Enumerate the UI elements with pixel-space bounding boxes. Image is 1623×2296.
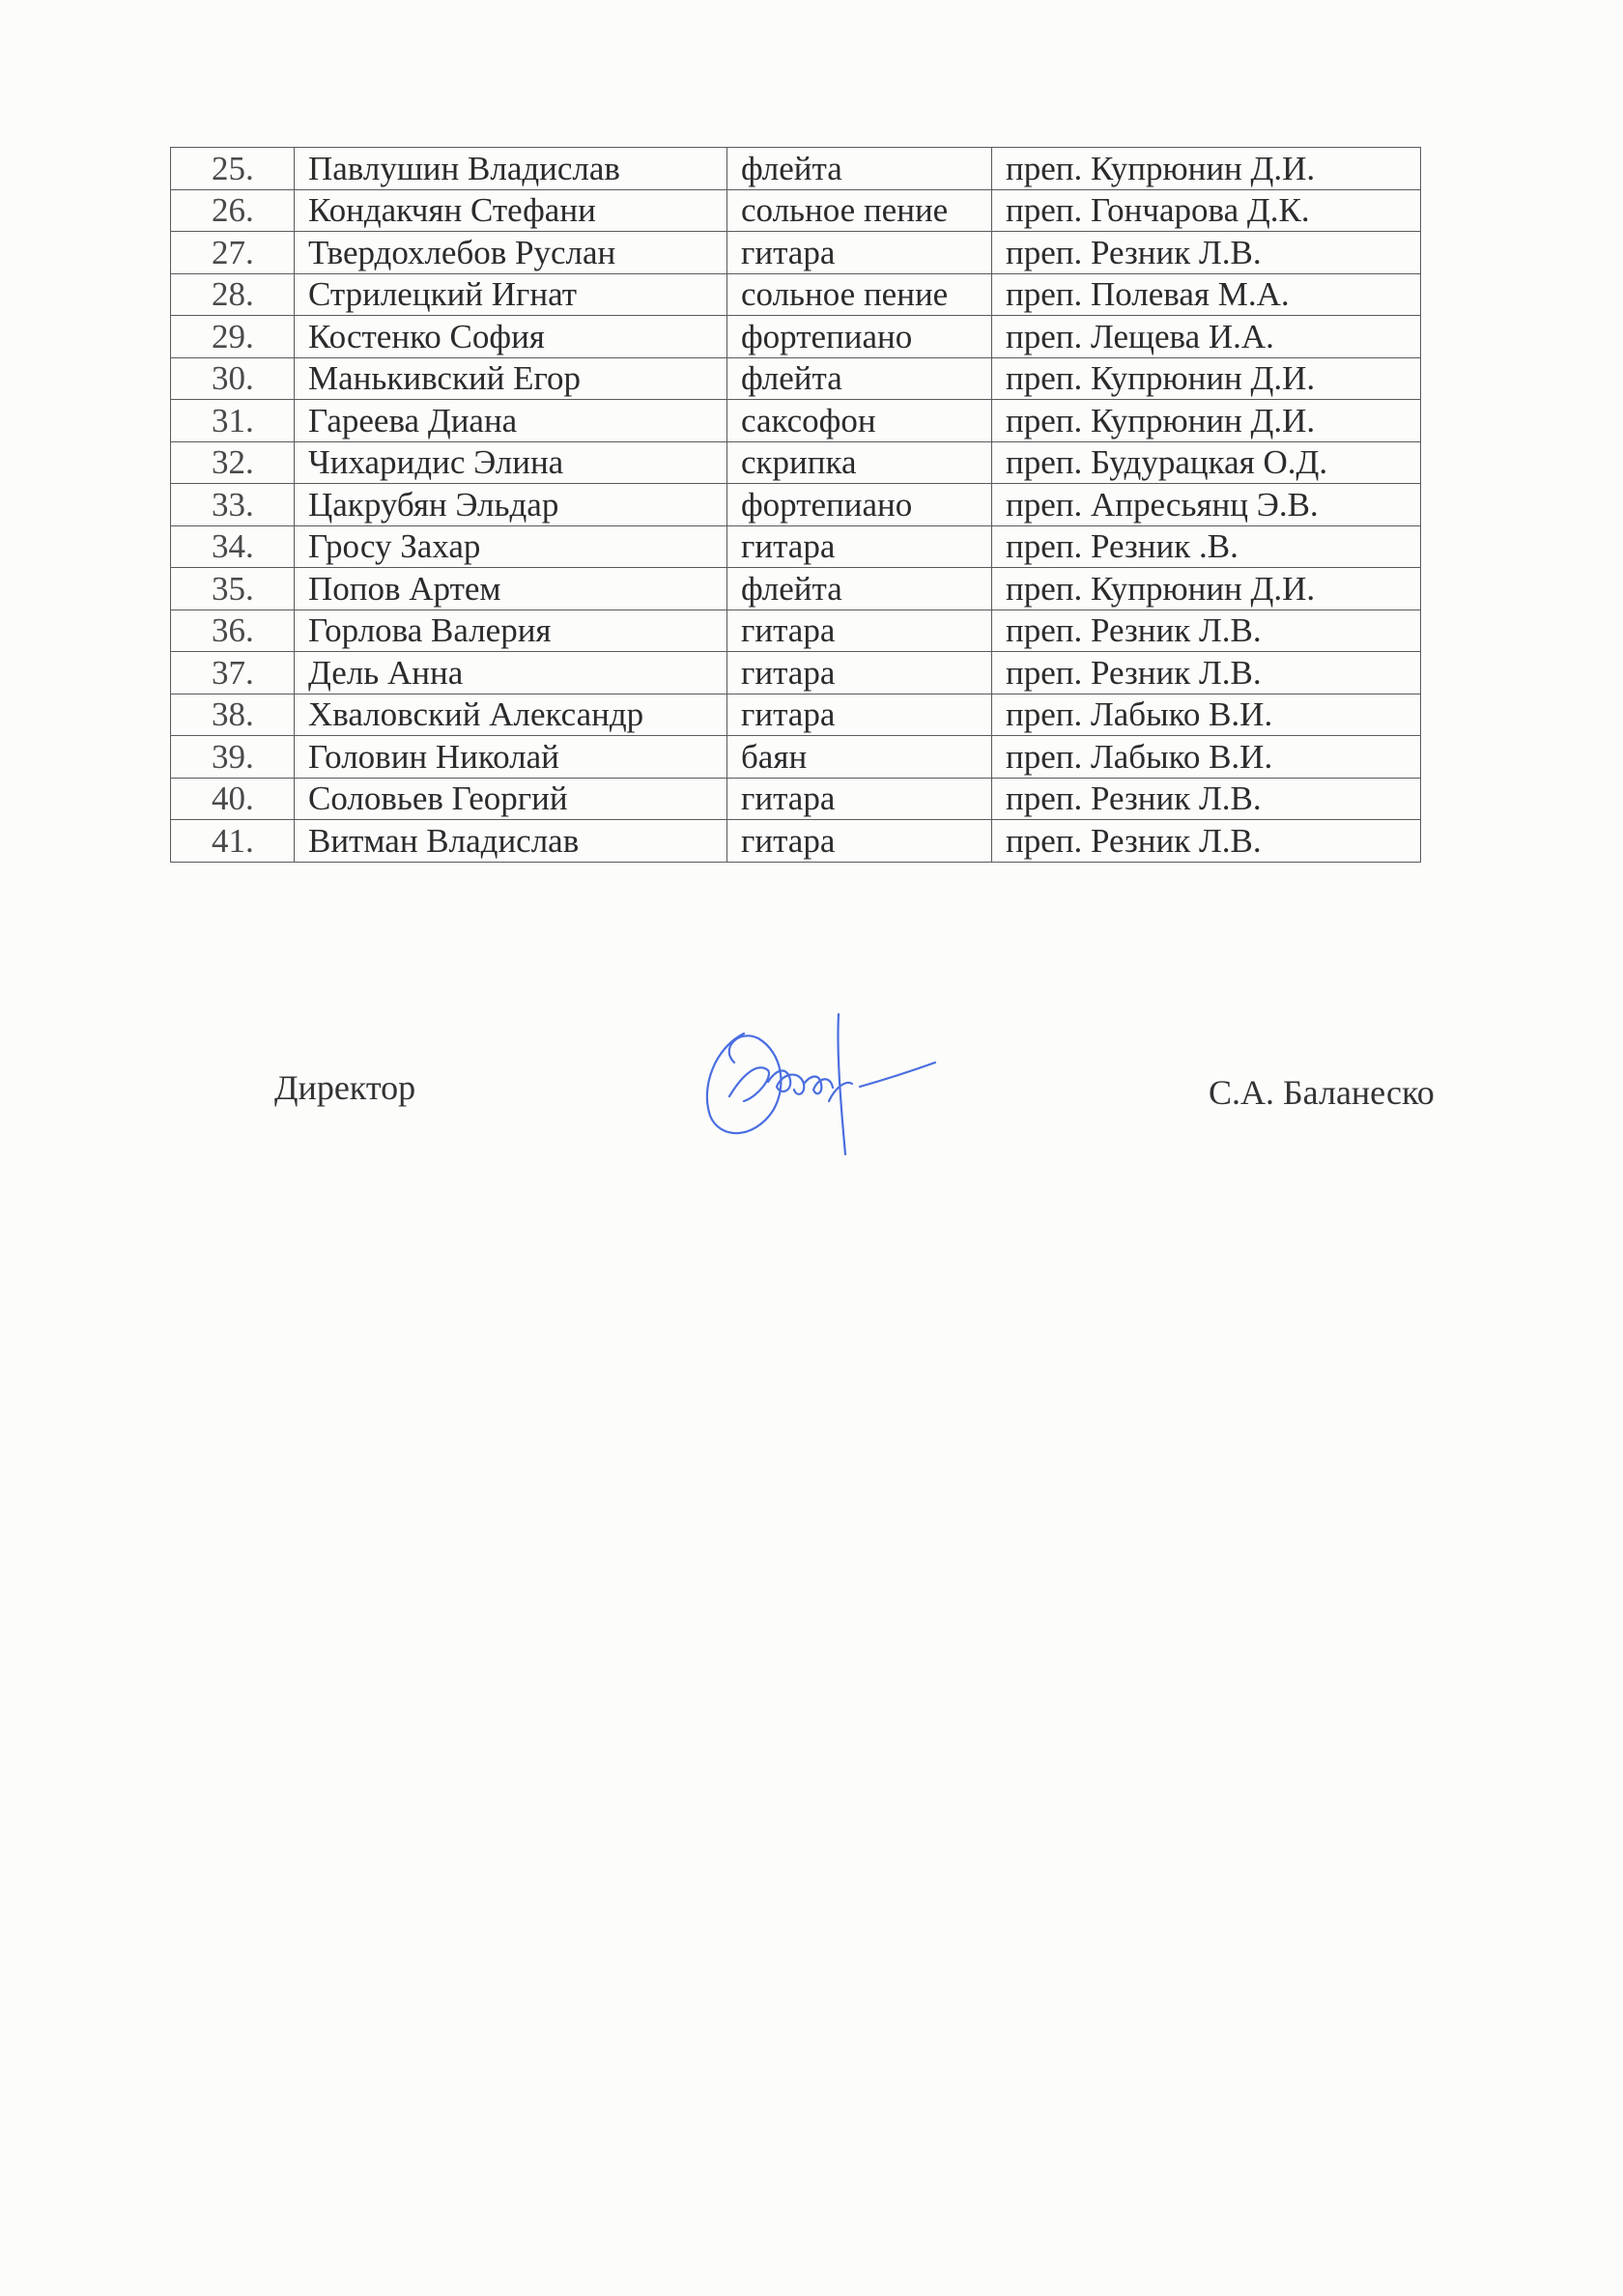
table-row [171, 189, 1421, 232]
instrument: флейта [727, 568, 992, 610]
row-number: 35. [171, 568, 295, 610]
teacher-name: преп. Купрюнин Д.И. [992, 357, 1421, 400]
instrument: фортепиано [727, 484, 992, 526]
instrument: гитара [727, 525, 992, 568]
table-row [171, 273, 1421, 316]
instrument: флейта [727, 357, 992, 400]
student-name: Стрилецкий Игнат [295, 273, 727, 316]
row-number: 29. [171, 316, 295, 358]
table-row [171, 820, 1421, 863]
teacher-name: преп. Апресьянц Э.В. [992, 484, 1421, 526]
student-name: Манькивский Егор [295, 357, 727, 400]
director-position-label: Директор [274, 1068, 416, 1107]
teacher-name: преп. Купрюнин Д.И. [992, 148, 1421, 190]
teacher-name: преп. Резник Л.В. [992, 652, 1421, 694]
teacher-name: преп. Лабыко В.И. [992, 694, 1421, 736]
instrument: скрипка [727, 441, 992, 484]
teacher-name: преп. Резник Л.В. [992, 609, 1421, 652]
row-number: 32. [171, 441, 295, 484]
table-row [171, 148, 1421, 190]
teacher-name: преп. Резник Л.В. [992, 778, 1421, 820]
student-name: Головин Николай [295, 736, 727, 779]
row-number: 26. [171, 189, 295, 232]
teacher-name: преп. Лещева И.А. [992, 316, 1421, 358]
instrument: гитара [727, 609, 992, 652]
teacher-name: преп. Полевая М.А. [992, 273, 1421, 316]
row-number: 38. [171, 694, 295, 736]
student-name: Твердохлебов Руслан [295, 232, 727, 274]
student-name: Павлушин Владислав [295, 148, 727, 190]
instrument: сольное пение [727, 273, 992, 316]
student-name: Хваловский Александр [295, 694, 727, 736]
row-number: 27. [171, 232, 295, 274]
teacher-name: преп. Резник Л.В. [992, 820, 1421, 863]
students-table [170, 147, 1421, 863]
student-name: Дель Анна [295, 652, 727, 694]
teacher-name: преп. Купрюнин Д.И. [992, 400, 1421, 442]
student-name: Цакрубян Эльдар [295, 484, 727, 526]
table-row [171, 441, 1421, 484]
table-row [171, 357, 1421, 400]
teacher-name: преп. Гончарова Д.К. [992, 189, 1421, 232]
instrument: фортепиано [727, 316, 992, 358]
row-number: 39. [171, 736, 295, 779]
student-name: Чихаридис Элина [295, 441, 727, 484]
row-number: 40. [171, 778, 295, 820]
row-number: 30. [171, 357, 295, 400]
row-number: 33. [171, 484, 295, 526]
teacher-name: преп. Резник .В. [992, 525, 1421, 568]
row-number: 41. [171, 820, 295, 863]
instrument: баян [727, 736, 992, 779]
table-row [171, 694, 1421, 736]
table-row [171, 778, 1421, 820]
table-row [171, 484, 1421, 526]
student-name: Витман Владислав [295, 820, 727, 863]
row-number: 28. [171, 273, 295, 316]
instrument: гитара [727, 694, 992, 736]
teacher-name: преп. Купрюнин Д.И. [992, 568, 1421, 610]
table-row [171, 736, 1421, 779]
table-row [171, 400, 1421, 442]
row-number: 36. [171, 609, 295, 652]
director-name: С.А. Баланеско [1209, 1073, 1435, 1112]
student-name: Горлова Валерия [295, 609, 727, 652]
teacher-name: преп. Резник Л.В. [992, 232, 1421, 274]
row-number: 25. [171, 148, 295, 190]
student-name: Кондакчян Стефани [295, 189, 727, 232]
student-name: Гареева Диана [295, 400, 727, 442]
instrument: гитара [727, 820, 992, 863]
student-name: Попов Артем [295, 568, 727, 610]
student-name: Гросу Захар [295, 525, 727, 568]
student-name: Соловьев Георгий [295, 778, 727, 820]
students-table-body [171, 148, 1421, 863]
teacher-name: преп. Будурацкая О.Д. [992, 441, 1421, 484]
signature-image [676, 995, 966, 1169]
table-row [171, 232, 1421, 274]
instrument: саксофон [727, 400, 992, 442]
instrument: гитара [727, 778, 992, 820]
row-number: 31. [171, 400, 295, 442]
row-number: 34. [171, 525, 295, 568]
table-row [171, 568, 1421, 610]
instrument: гитара [727, 652, 992, 694]
instrument: гитара [727, 232, 992, 274]
teacher-name: преп. Лабыко В.И. [992, 736, 1421, 779]
table-row [171, 525, 1421, 568]
student-name: Костенко София [295, 316, 727, 358]
instrument: сольное пение [727, 189, 992, 232]
row-number: 37. [171, 652, 295, 694]
table-row [171, 609, 1421, 652]
table-row [171, 316, 1421, 358]
instrument: флейта [727, 148, 992, 190]
table-row [171, 652, 1421, 694]
